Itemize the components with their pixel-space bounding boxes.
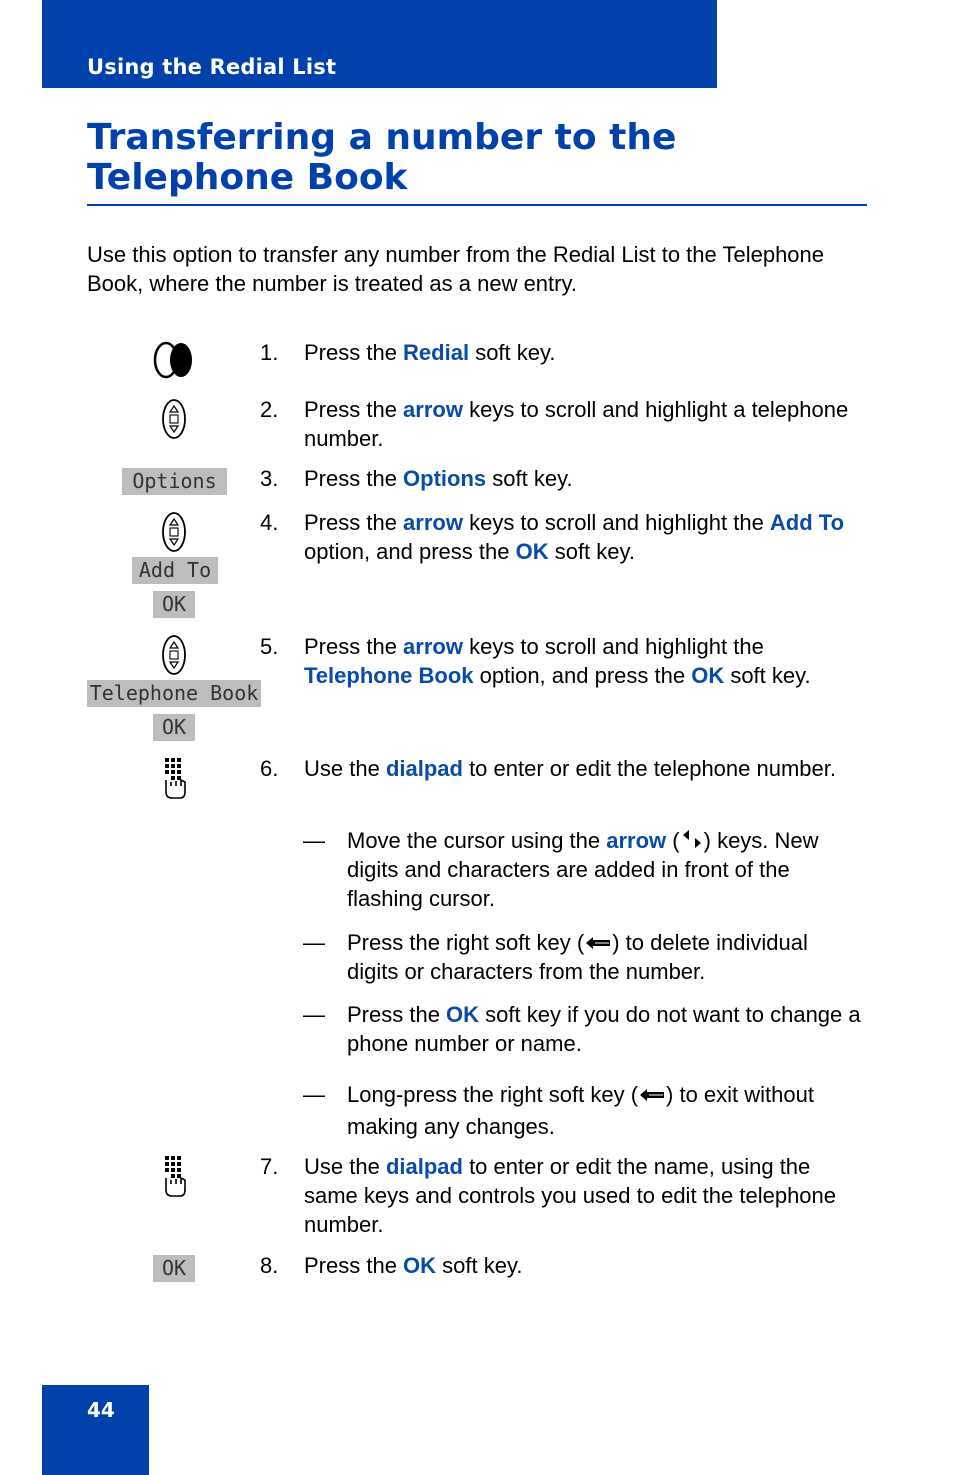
section-title: Using the Redial List [87,55,337,79]
dialpad-hand-icon [160,756,188,800]
dialpad-hand-icon [160,1154,188,1198]
step-text: Use the dialpad to enter or edit the name, using the same keys and controls you used to edit the telephone number. [304,1154,837,1237]
bullet-text: Press the right soft key ( ) to delete individual digits or characters from the number. [347,930,808,984]
step-7 [260,1152,865,1242]
step-text: Press the arrow keys to scroll and highlight the Add To option, and press the OK soft key. [304,510,845,564]
add-to-option-label: Add To [132,557,218,584]
step-number: 6. [260,756,279,781]
step-text: Press the Redial soft key. [304,340,556,365]
ok-softkey-label: OK [153,591,195,618]
navigation-key-icon [161,511,187,553]
step-text: Press the Options soft key. [304,466,573,491]
step-8 [260,1251,865,1281]
step-number: 2. [260,397,279,422]
bullet-dash: — [303,930,325,955]
step-5 [260,632,865,692]
sub-bullet-exit [303,1079,865,1141]
title-divider [87,204,867,206]
step-number: 1. [260,340,279,365]
navigation-key-icon [161,398,187,440]
step-number: 3. [260,466,279,491]
sub-bullet-ok [303,1000,865,1060]
navigation-key-icon [161,634,187,676]
step-text: Press the arrow keys to scroll and highlight the Telephone Book option, and press the OK soft key. [304,634,811,688]
backspace-icon [638,1086,666,1104]
page-number: 44 [87,1398,115,1422]
step-2 [260,395,865,455]
step-number: 7. [260,1154,279,1179]
ok-softkey-label: OK [153,1255,195,1282]
left-right-arrow-icon [680,828,704,850]
ok-softkey-label: OK [153,714,195,741]
bullet-dash: — [303,1002,325,1027]
telephone-book-option-label: Telephone Book [87,680,261,707]
bullet-dash: — [303,828,325,853]
step-number: 4. [260,510,279,535]
soft-key-icon [152,340,196,380]
step-number: 8. [260,1253,279,1278]
step-text: Press the OK soft key. [304,1253,523,1278]
sub-bullet-cursor [303,826,865,916]
step-6 [260,754,865,814]
step-text: Use the dialpad to enter or edit the telephone number. [304,756,836,781]
step-text: Press the arrow keys to scroll and highlight a telephone number. [304,397,849,451]
bullet-dash: — [303,1082,325,1107]
step-1 [260,338,865,368]
bullet-text: Long-press the right soft key ( ) to exit without making any changes. [347,1082,814,1139]
sub-bullet-delete [303,928,865,988]
options-softkey-label: Options [122,468,227,495]
intro-paragraph: Use this option to transfer any number from the Redial List to the Telephone Book, where the number is treated as a new entry. [87,242,825,296]
page-title: Transferring a number to the Telephone Book [87,117,677,198]
step-3 [260,464,865,494]
bullet-text: Press the OK soft key if you do not want to change a phone number or name. [347,1002,861,1056]
step-number: 5. [260,634,279,659]
bullet-text: Move the cursor using the arrow ( ) keys. New digits and characters are added in front of the flashing cursor. [347,828,819,911]
backspace-icon [584,934,612,952]
step-4 [260,508,865,568]
